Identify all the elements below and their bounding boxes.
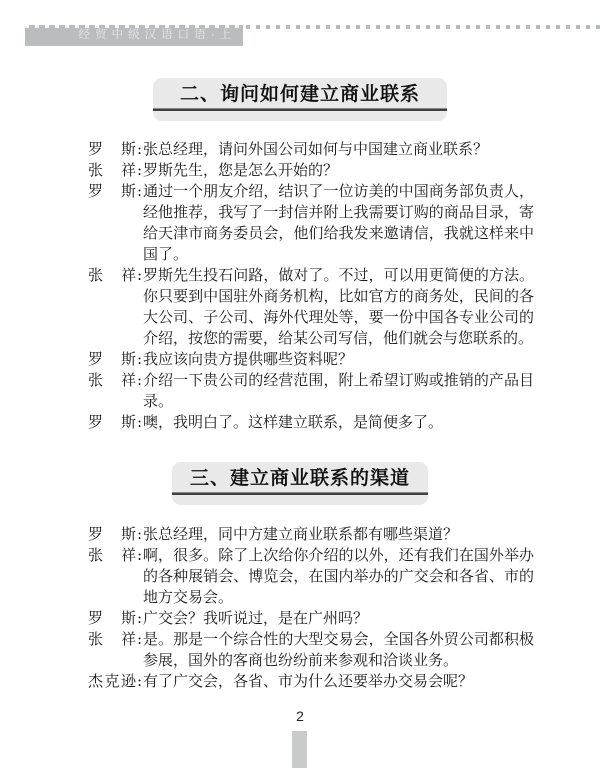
speaker-colon: : [136,630,143,648]
section-title-box [172,462,428,505]
dotted-border-decoration [246,25,600,29]
dialogue-list [88,139,534,433]
page-number: 2 [296,708,304,724]
dialogue-line [88,139,534,160]
title-box-padding [172,495,428,505]
speaker-colon: : [136,413,143,431]
dialogue-line [88,629,534,671]
speaker-colon: : [136,182,143,200]
running-header-bar [25,25,243,46]
book-title: 经贸中级汉语口语·上 [78,29,236,41]
dialogue-line [88,671,534,692]
dialogue-text: 啊，很多。除了上次给你介绍的以外，还有我们在国外举办的各种展销会、博览会，在国内举办的广交会和各省、市的地方交易会。 [143,546,534,606]
dialogue-text: 通过一个朋友介绍，结识了一位访美的中国商务部负责人，经他推荐，我写了一封信并附上我需要订购的商品目录，寄给天津市商务委员会，他们给我发来邀请信，我就这样来中国了。 [143,182,534,263]
speaker-colon: : [136,546,143,564]
dialogue-line [88,160,534,181]
dialogue-text: 罗斯先生，您是怎么开始的？ [143,161,339,179]
dialogue-text: 我应该向贵方提供哪些资料呢？ [143,350,354,368]
speaker-name: 罗斯 [88,609,136,627]
dialogue-text: 有了广交会，各省、市为什么还要举办交易会呢？ [143,672,474,690]
speaker-colon: : [136,609,143,627]
speaker-colon: : [136,350,143,368]
dialogue-text: 是。那是一个综合性的大型交易会，全国各外贸公司都积极参展，国外的客商也纷纷前来参观和洽谈业务。 [143,630,534,669]
speaker-name: 罗斯 [88,140,136,158]
speaker-name: 罗斯 [88,350,136,368]
dialogue-text: 噢，我明白了。这样建立联系，是简便多了。 [143,413,444,431]
speaker-name: 罗斯 [88,413,136,431]
dialogue-text: 罗斯先生投石问路，做对了。不过，可以用更简便的方法。你只要到中国驻外商务机构，比如官方的商务处，民间的各大公司、子公司、海外代理处等，要一份中国各专业公司的介绍，按您的需要，给某公司写信，他们就会与您联系的。 [143,266,534,347]
speaker-colon: : [136,525,143,543]
section-title: 三、建立商业联系的渠道 [189,468,410,489]
speaker-name: 张祥 [88,266,136,284]
dialogue-line [88,181,534,265]
dialogue-text: 介绍一下贵公司的经营范围，附上希望订购或推销的产品目录。 [143,371,534,410]
section-title: 二、询问如何建立商业联系 [179,84,420,105]
speaker-name: 张祥 [88,546,136,564]
speaker-colon: : [136,371,143,389]
speaker-colon: : [136,161,143,179]
dialogue-line [88,349,534,370]
dialogue-text: 张总经理，同中方建立商业联系都有哪些渠道？ [143,525,459,543]
speaker-colon: : [136,266,143,284]
speaker-name: 罗斯 [88,525,136,543]
speaker-colon: : [136,672,143,690]
speaker-name: 张祥 [88,630,136,648]
dialogue-text: 张总经理，请问外国公司如何与中国建立商业联系？ [143,140,489,158]
dialogue-line [88,412,534,433]
dialogue-text: 广交会？我听说过，是在广州吗？ [143,609,369,627]
speaker-name: 张祥 [88,371,136,389]
section-title-box [153,78,447,121]
dialogue-line [88,545,534,608]
speaker-colon: : [136,140,143,158]
speaker-name: 张祥 [88,161,136,179]
dialogue-line [88,608,534,629]
dialogue-list [88,524,534,692]
speaker-name: 罗斯 [88,182,136,200]
dialogue-line [88,370,534,412]
title-box-padding [153,111,447,121]
speaker-name: 杰克逊 [88,672,136,690]
dialogue-line [88,265,534,349]
dialogue-line [88,524,534,545]
page-tab-marker [292,731,307,768]
